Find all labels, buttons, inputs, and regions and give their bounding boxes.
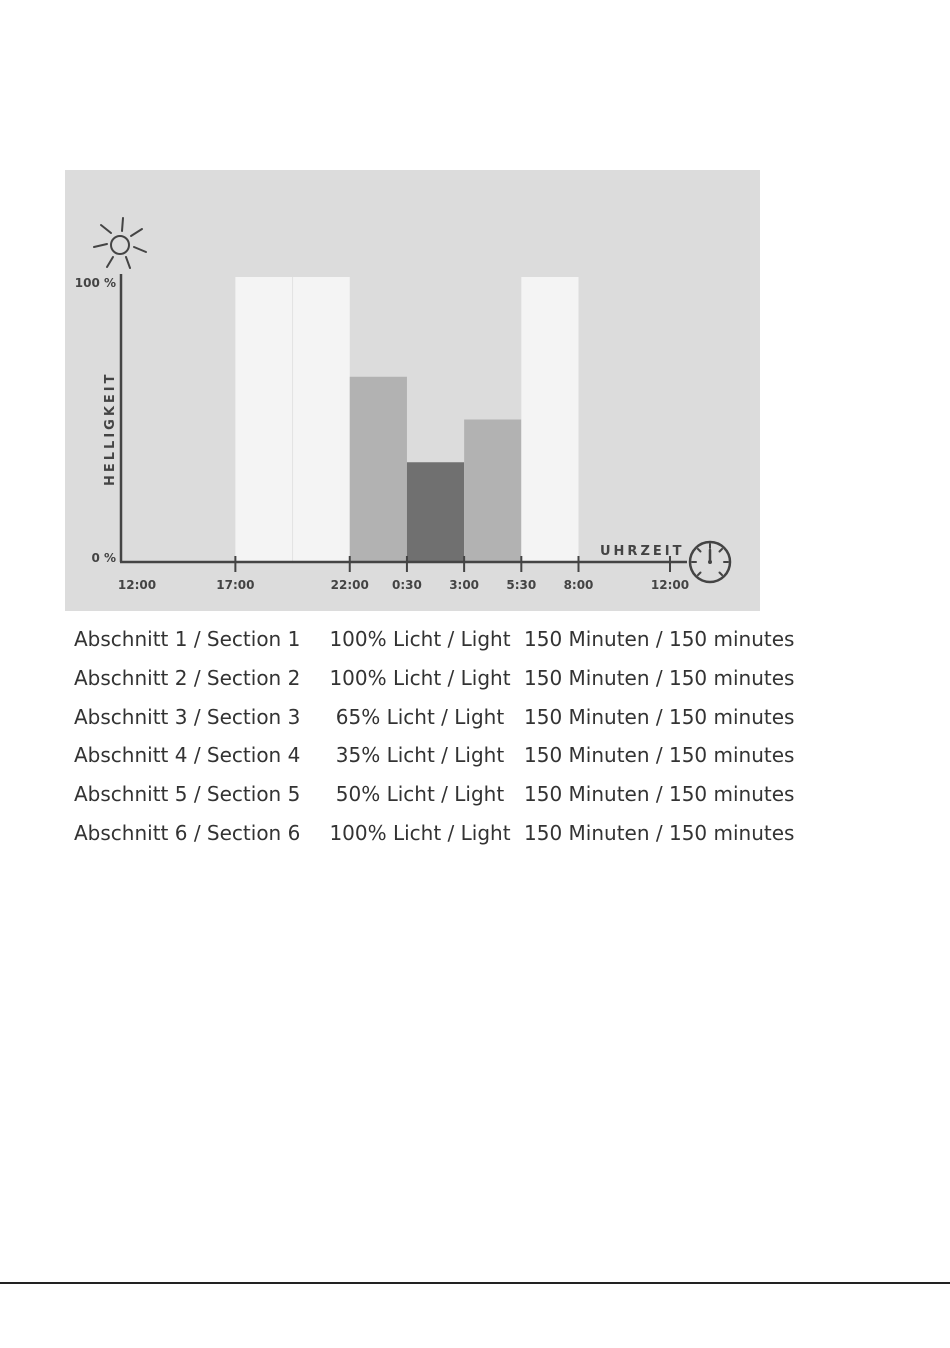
section-duration: 150 Minuten / 150 minutes — [524, 782, 795, 807]
x-tick-label: 17:00 — [216, 578, 255, 592]
section-row — [74, 813, 794, 852]
section-duration: 150 Minuten / 150 minutes — [524, 820, 795, 845]
section-duration: 150 Minuten / 150 minutes — [524, 666, 795, 691]
bar-section-4 — [407, 462, 464, 562]
x-tick-label: 8:00 — [563, 578, 594, 592]
section-row — [74, 620, 794, 659]
bar-section-6 — [521, 277, 578, 562]
section-light: 100% Licht / Light — [329, 627, 511, 652]
bar-section-2 — [293, 277, 350, 562]
section-name: Abschnitt 2 / Section 2 — [74, 666, 301, 691]
section-name: Abschnitt 6 / Section 6 — [74, 820, 301, 845]
y-axis-title: HELLIGKEIT — [103, 371, 118, 486]
footer-rule — [0, 1282, 950, 1284]
x-tick-label: 22:00 — [330, 578, 369, 592]
section-duration: 150 Minuten / 150 minutes — [524, 627, 795, 652]
x-tick-label: 5:30 — [506, 578, 537, 592]
x-axis-title: UHRZEIT — [600, 544, 685, 559]
brightness-chart — [65, 170, 760, 611]
section-light: 50% Licht / Light — [335, 782, 505, 807]
section-duration: 150 Minuten / 150 minutes — [524, 704, 795, 729]
section-name: Abschnitt 4 / Section 4 — [74, 743, 301, 768]
x-tick-label: 0:30 — [392, 578, 422, 592]
section-name: Abschnitt 3 / Section 3 — [74, 704, 301, 729]
sun-icon — [94, 218, 146, 268]
sections-table — [74, 620, 794, 852]
bar-section-5 — [464, 420, 521, 563]
section-row — [74, 736, 794, 775]
clock-icon — [690, 542, 730, 582]
section-light: 35% Licht / Light — [335, 743, 505, 768]
x-tick-label: 12:00 — [650, 578, 690, 592]
x-tick-label: 12:00 — [117, 578, 157, 592]
chart-panel — [65, 170, 760, 611]
section-duration: 150 Minuten / 150 minutes — [524, 743, 795, 768]
y-tick-label-min: 0 % — [91, 551, 116, 565]
section-row — [74, 775, 794, 814]
section-row — [74, 697, 794, 736]
bar-section-1 — [235, 277, 292, 562]
bar-section-3 — [350, 377, 407, 562]
section-light: 65% Licht / Light — [335, 704, 505, 729]
section-name: Abschnitt 1 / Section 1 — [74, 627, 301, 652]
section-row — [74, 659, 794, 698]
y-tick-label-max: 100 % — [74, 276, 116, 290]
bars-layer — [235, 277, 578, 562]
section-light: 100% Licht / Light — [329, 666, 511, 691]
section-light: 100% Licht / Light — [329, 820, 511, 845]
section-name: Abschnitt 5 / Section 5 — [74, 782, 301, 807]
x-tick-label: 3:00 — [449, 578, 480, 592]
